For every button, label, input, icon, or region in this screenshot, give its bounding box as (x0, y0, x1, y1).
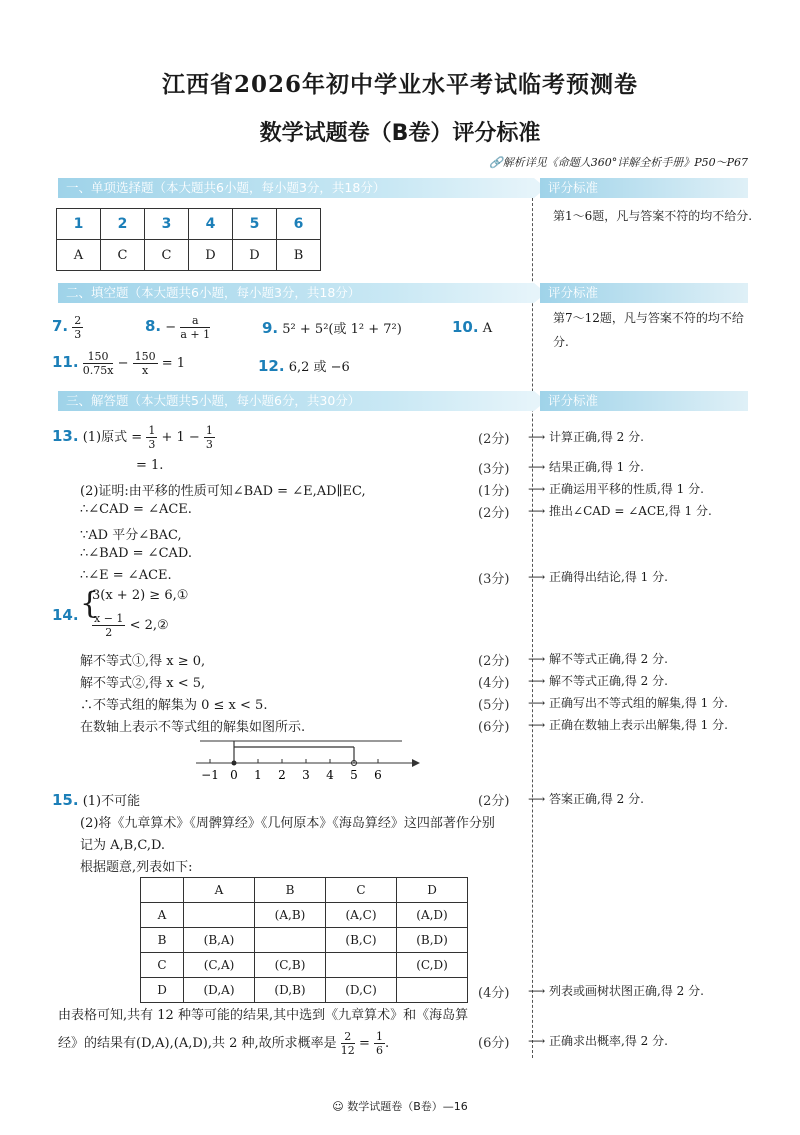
table-cell: (B,C) (326, 928, 397, 953)
q15-line4: 根据题意,列表如下: (80, 860, 193, 875)
page-subtitle: 数学试题卷（B卷）评分标准 (259, 121, 541, 146)
axis-tick-label: 0 (230, 768, 238, 782)
score: (4分) (478, 986, 510, 1001)
score: (3分) (478, 572, 510, 587)
rubric-note: ⟶ 列表或画树状图正确,得 2 分. (528, 984, 704, 998)
answer-q9: 9. 5² + 5²(或 1² + 7²) (262, 319, 402, 337)
table-cell: 1 (57, 209, 101, 240)
q14-system-1: 3(x + 2) ≥ 6,① (92, 588, 189, 603)
number-line (190, 733, 420, 785)
table-cell: C (141, 953, 184, 978)
table-cell (141, 878, 184, 903)
brace: { (80, 586, 100, 621)
table-cell: (D,A) (184, 978, 255, 1003)
rubric-note: ⟶ 正确运用平移的性质,得 1 分. (528, 482, 704, 496)
axis-tick-label: 5 (350, 768, 358, 782)
table-cell: A (184, 878, 255, 903)
arrow-right-icon: ⟶ (528, 718, 546, 732)
section1-heading: 一、单项选择题（本大题共6小题，每小题3分，共18分） (58, 178, 534, 198)
arrow-right-icon: ⟶ (528, 1034, 546, 1048)
axis-tick-label: 2 (278, 768, 286, 782)
rubric-note: ⟶ 推出∠CAD = ∠ACE,得 1 分. (528, 504, 712, 518)
q13-line3: (2)证明:由平移的性质可知∠BAD = ∠E,AD∥EC, (80, 484, 366, 499)
table-cell: A (141, 903, 184, 928)
q13-line1: 13. (1)原式 = $\frac{1}{3}$ + 1 − $\frac{1}{3}$ (52, 424, 213, 451)
rubric-heading-2: 评分标准 (540, 283, 748, 303)
table-cell: (C,A) (184, 953, 255, 978)
table-cell: 6 (277, 209, 321, 240)
q13-line2: = 1. (136, 458, 164, 473)
table-cell: (A,D) (397, 903, 468, 928)
table-cell: (D,B) (255, 978, 326, 1003)
table-cell: A (57, 240, 101, 271)
rubric-1: 第1～6题，凡与答案不符的均不给分. (553, 209, 753, 223)
q13-line5: ∵AD 平分∠BAC, (80, 528, 182, 543)
table-cell: (D,C) (326, 978, 397, 1003)
rubric-note: ⟶ 结果正确,得 1 分. (528, 460, 644, 474)
rubric-note: ⟶ 答案正确,得 2 分. (528, 792, 644, 806)
score: (2分) (478, 654, 510, 669)
q15-line3: 记为 A,B,C,D. (80, 838, 166, 853)
table-cell: (A,B) (255, 903, 326, 928)
arrow-right-icon: ⟶ (528, 570, 546, 584)
arrow-right-icon: ⟶ (528, 430, 546, 444)
arrow-right-icon: ⟶ (528, 482, 546, 496)
score: (5分) (478, 698, 510, 713)
table-cell: (C,B) (255, 953, 326, 978)
section3-heading: 三、解答题（本大题共5小题，每小题6分，共30分） (58, 391, 534, 411)
score: (6分) (478, 720, 510, 735)
table-cell: 5 (233, 209, 277, 240)
q14-number: 14. (52, 606, 79, 624)
q15-line5: 由表格可知,共有 12 种等可能的结果,其中选到《九章算术》和《海岛算 (58, 1008, 469, 1023)
q14-line2: 解不等式②,得 x < 5, (80, 676, 206, 691)
axis-tick-label: 6 (374, 768, 382, 782)
score: (3分) (478, 462, 510, 477)
score: (2分) (478, 794, 510, 809)
answer-q8: 8. − $\frac{a}{a + 1}$ (145, 314, 211, 341)
outcome-table (140, 877, 468, 1003)
axis-tick-label: 3 (302, 768, 310, 782)
mascot-logo-icon: ☺ (332, 1100, 344, 1113)
arrow-right-icon: ⟶ (528, 674, 546, 688)
arrow-right-icon: ⟶ (528, 504, 546, 518)
answer-q12: 12. 6,2 或 −6 (258, 357, 350, 375)
axis-tick-label: 4 (326, 768, 334, 782)
column-divider (532, 178, 533, 1058)
score: (2分) (478, 432, 510, 447)
axis-tick-label: −1 (201, 768, 219, 782)
rubric-note: ⟶ 正确求出概率,得 2 分. (528, 1034, 668, 1048)
answer-q11: 11. $\frac{150}{0.75x}$ − $\frac{150}{x}$ = 1 (52, 350, 186, 377)
arrow-right-icon: ⟶ (528, 652, 546, 666)
axis-tick-label: 1 (254, 768, 262, 782)
table-cell: C (145, 240, 189, 271)
section2-heading: 二、填空题（本大题共6小题，每小题3分，共18分） (58, 283, 534, 303)
rubric-note: ⟶ 正确在数轴上表示出解集,得 1 分. (528, 718, 728, 732)
rubric-note: ⟶ 计算正确,得 2 分. (528, 430, 644, 444)
rubric-note: ⟶ 解不等式正确,得 2 分. (528, 674, 668, 688)
score: (6分) (478, 1036, 510, 1051)
table-cell: 2 (101, 209, 145, 240)
link-icon: 🔗 (489, 156, 503, 169)
page-footer: ☺ 数学试题卷（B卷）—16 (332, 1100, 468, 1113)
rubric-heading-3: 评分标准 (540, 391, 748, 411)
q15-line2: (2)将《九章算术》《周髀算经》《几何原本》《海岛算经》这四部著作分别 (80, 816, 495, 831)
rubric-note: ⟶ 正确得出结论,得 1 分. (528, 570, 668, 584)
rubric-note: ⟶ 正确写出不等式组的解集,得 1 分. (528, 696, 728, 710)
table-cell: (B,A) (184, 928, 255, 953)
score: (1分) (478, 484, 510, 499)
q14-line3: ∴不等式组的解集为 0 ≤ x < 5. (80, 698, 268, 713)
arrow-right-icon: ⟶ (528, 984, 546, 998)
q13-line4: ∴∠CAD = ∠ACE. (80, 502, 192, 517)
table-cell (255, 928, 326, 953)
arrow-icon (412, 759, 420, 767)
table-cell: B (141, 928, 184, 953)
score: (4分) (478, 676, 510, 691)
page-title: 江西省2026年初中学业水平考试临考预测卷 (161, 71, 638, 98)
table-cell: 4 (189, 209, 233, 240)
answer-q10: 10. A (452, 318, 493, 336)
table-cell: B (277, 240, 321, 271)
table-cell: D (233, 240, 277, 271)
table-cell: 3 (145, 209, 189, 240)
q13-line7: ∴∠E = ∠ACE. (80, 568, 172, 583)
q14-line1: 解不等式①,得 x ≥ 0, (80, 654, 206, 669)
table-cell: (A,C) (326, 903, 397, 928)
q14-line4: 在数轴上表示不等式组的解集如图所示. (80, 720, 306, 735)
table-cell: C (326, 878, 397, 903)
rubric-note: ⟶ 解不等式正确,得 2 分. (528, 652, 668, 666)
rubric-2: 第7～12题，凡与答案不符的均不给分. (553, 311, 744, 349)
choice-answer-table (56, 208, 321, 271)
table-cell: C (101, 240, 145, 271)
table-cell (397, 978, 468, 1003)
table-cell: B (255, 878, 326, 903)
arrow-right-icon: ⟶ (528, 792, 546, 806)
answer-q7: 7. $\frac{2}{3}$ (52, 314, 82, 341)
table-cell (184, 903, 255, 928)
table-cell: D (141, 978, 184, 1003)
q15-line1: 15. (1)不可能 (52, 791, 141, 809)
q15-line6: 经》的结果有(D,A),(A,D),共 2 种,故所求概率是 $\frac{2}{12}$ = $\frac{1}{6}$ . (58, 1030, 390, 1057)
table-cell: (B,D) (397, 928, 468, 953)
table-cell (326, 953, 397, 978)
table-cell: (C,D) (397, 953, 468, 978)
table-cell: D (189, 240, 233, 271)
reference-note: 🔗解析详见《命题人360°详解全析手册》P50～P67 (489, 156, 748, 169)
arrow-right-icon: ⟶ (528, 696, 546, 710)
rubric-heading-1: 评分标准 (540, 178, 748, 198)
q13-line6: ∴∠BAD = ∠CAD. (80, 546, 193, 561)
arrow-right-icon: ⟶ (528, 460, 546, 474)
q14-system-2: $\frac{x - 1}{2}$ < 2,② (94, 612, 169, 639)
score: (2分) (478, 506, 510, 521)
table-cell: D (397, 878, 468, 903)
